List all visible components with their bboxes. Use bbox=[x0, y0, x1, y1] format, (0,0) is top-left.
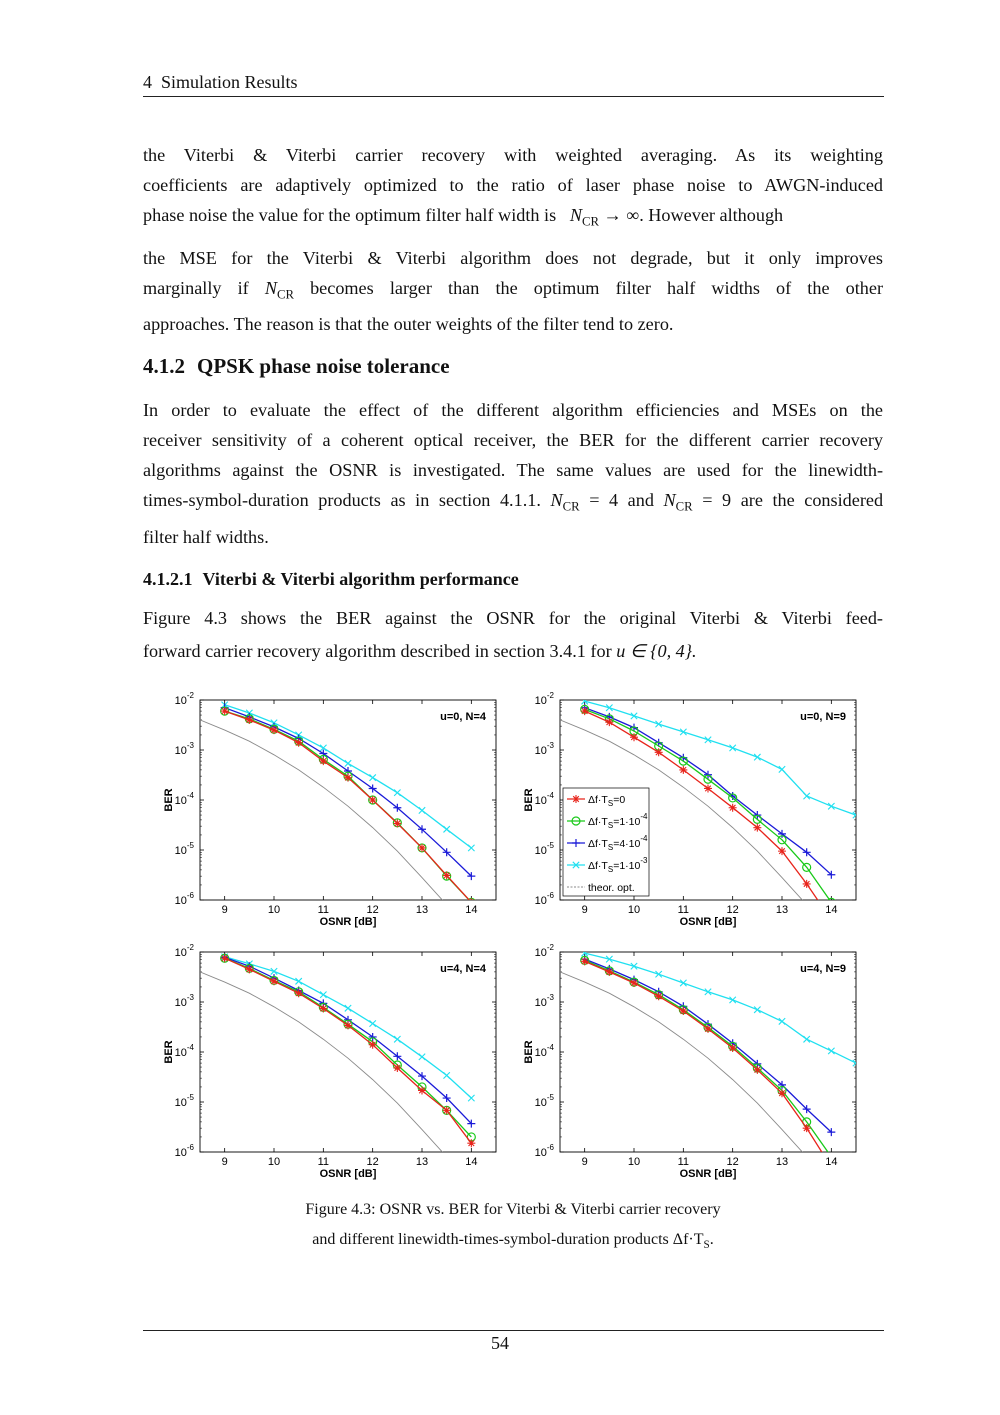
p2-line-1: In order to evaluate the effect of the different algorithm efficiencies and MSEs on the bbox=[143, 400, 883, 420]
legend-label bbox=[588, 882, 635, 894]
legend-subscript: S bbox=[607, 843, 614, 852]
p1-line-2: coefficients are adaptively optimized to the ratio of laser phase noise to AWGN-induced bbox=[143, 175, 883, 195]
y-axis-label: BER bbox=[523, 1040, 535, 1064]
paragraph-2 bbox=[143, 395, 883, 552]
y-tick-label: $10^{-5}$ bbox=[174, 1093, 194, 1109]
caption-line-2-text: and different linewidth-times-symbol-duration products Δf·T bbox=[312, 1231, 704, 1248]
caption-line-2-sub: S bbox=[703, 1239, 710, 1252]
caption-line-2 bbox=[143, 1225, 883, 1260]
x-tick-label: 12 bbox=[726, 1156, 739, 1168]
caption-line-1: Figure 4.3: OSNR vs. BER for Viterbi & Viterbi carrier recovery bbox=[305, 1201, 721, 1218]
page-number: 54 bbox=[491, 1333, 509, 1353]
y-tick-label: $10^{-6}$ bbox=[534, 891, 554, 907]
p2-line-4-b: = 4 and bbox=[589, 490, 654, 510]
y-tick-exponent: -3 bbox=[546, 741, 554, 750]
x-tick-label: 12 bbox=[366, 1156, 379, 1168]
y-tick-exponent: -4 bbox=[186, 1043, 194, 1052]
legend-text: theor. opt. bbox=[588, 882, 635, 894]
y-tick-exponent: -5 bbox=[186, 1093, 194, 1102]
figure-caption bbox=[143, 1195, 883, 1260]
x-tick-label: 13 bbox=[775, 1156, 789, 1168]
y-axis-label: BER bbox=[163, 788, 175, 812]
data-point bbox=[270, 977, 278, 985]
data-point bbox=[704, 784, 712, 792]
x-tick-label: 9 bbox=[581, 1156, 588, 1168]
p2-line-5: filter half widths. bbox=[143, 526, 269, 547]
legend-marker bbox=[572, 795, 580, 803]
subsection-number: 4.1.2.1 bbox=[143, 569, 193, 589]
x-axis-label: OSNR [dB] bbox=[319, 1168, 377, 1180]
section-number: 4.1.2 bbox=[143, 354, 185, 378]
y-tick-label: $10^{-6}$ bbox=[174, 891, 194, 907]
legend-text: Δf·T bbox=[588, 794, 608, 806]
plot-frame bbox=[560, 952, 856, 1152]
ncr-symbol-3: N bbox=[550, 490, 563, 510]
y-tick-exponent: -6 bbox=[186, 891, 194, 900]
p1-line-3-math bbox=[561, 205, 640, 229]
p1-line-5-end: becomes larger than the optimum filter half widths of the other bbox=[310, 277, 884, 298]
data-point bbox=[753, 824, 761, 832]
legend-text: =1·10 bbox=[613, 860, 641, 872]
data-point bbox=[778, 847, 786, 855]
p2-line-3: algorithms against the OSNR is investigated. The same values are used for the linewidth- bbox=[143, 460, 883, 480]
panel-title: u=0, N=9 bbox=[800, 711, 846, 723]
y-tick-label: $10^{-3}$ bbox=[534, 741, 554, 757]
ncr-symbol-2: N bbox=[264, 277, 277, 298]
y-tick-exponent: -5 bbox=[546, 1093, 554, 1102]
running-header bbox=[143, 72, 884, 97]
y-tick-exponent: -6 bbox=[186, 1143, 194, 1152]
y-tick-exponent: -3 bbox=[186, 993, 194, 1002]
plot-frame bbox=[200, 952, 496, 1152]
ncr-symbol-4: N bbox=[663, 490, 676, 510]
ncr-symbol: N bbox=[569, 205, 582, 225]
p1-line-5-start: marginally if bbox=[143, 277, 249, 298]
y-tick-exponent: -6 bbox=[546, 891, 554, 900]
ncr-subscript-2: CR bbox=[276, 287, 294, 302]
subsection-title: Viterbi & Viterbi algorithm performance bbox=[202, 569, 519, 589]
y-tick-label: $10^{-5}$ bbox=[534, 841, 554, 857]
x-tick-label: 11 bbox=[677, 1156, 690, 1168]
x-tick-label: 9 bbox=[221, 904, 228, 916]
y-tick-label: $10^{-4}$ bbox=[174, 1043, 194, 1059]
header-title: 4 Simulation Results bbox=[143, 72, 298, 92]
subsection-heading bbox=[143, 569, 519, 590]
x-tick-label: 9 bbox=[581, 904, 588, 916]
y-axis-label: BER bbox=[163, 1040, 175, 1064]
x-tick-label: 13 bbox=[775, 904, 789, 916]
legend-text: =4·10 bbox=[613, 838, 641, 850]
ncr-subscript: CR bbox=[581, 214, 599, 229]
data-point bbox=[270, 726, 278, 734]
y-tick-exponent: -4 bbox=[186, 791, 194, 800]
x-tick-label: 10 bbox=[267, 904, 281, 916]
x-tick-label: 13 bbox=[415, 904, 429, 916]
footer-rule bbox=[143, 1330, 884, 1331]
ber-chart-grid bbox=[150, 690, 870, 1190]
p1-line-3 bbox=[143, 200, 883, 237]
y-tick-exponent: -3 bbox=[546, 993, 554, 1002]
y-tick-label: $10^{-3}$ bbox=[174, 993, 194, 1009]
p2-line-4 bbox=[143, 485, 883, 522]
y-tick-label: $10^{-2}$ bbox=[174, 691, 194, 707]
legend-exponent: -4 bbox=[640, 812, 648, 821]
x-tick-label: 14 bbox=[825, 1156, 838, 1168]
y-tick-label: $10^{-4}$ bbox=[534, 1043, 554, 1059]
ncr-subscript-4: CR bbox=[675, 499, 693, 514]
y-tick-label: $10^{-4}$ bbox=[534, 791, 554, 807]
x-tick-label: 14 bbox=[465, 904, 478, 916]
y-tick-label: $10^{-5}$ bbox=[534, 1093, 554, 1109]
x-tick-label: 14 bbox=[465, 1156, 478, 1168]
y-tick-label: $10^{-2}$ bbox=[534, 691, 554, 707]
p1-line-6: approaches. The reason is that the outer weights of the filter tend to zero. bbox=[143, 314, 674, 335]
legend-text: =1·10 bbox=[613, 816, 641, 828]
legend-label bbox=[588, 794, 625, 808]
x-tick-label: 11 bbox=[677, 904, 690, 916]
data-point bbox=[369, 796, 377, 804]
y-tick-exponent: -5 bbox=[546, 841, 554, 850]
p3-line-2-text: forward carrier recovery algorithm described in section 3.4.1 for bbox=[143, 641, 612, 661]
paragraph-3 bbox=[143, 603, 883, 666]
legend-text: Δf·T bbox=[588, 860, 608, 872]
data-point bbox=[418, 844, 426, 852]
data-point bbox=[655, 748, 663, 756]
p2-line-4-c: = 9 are the considered bbox=[702, 490, 884, 510]
p2-line-4-a: times-symbol-duration products as in section 4.1.1. bbox=[143, 490, 541, 510]
x-tick-label: 14 bbox=[825, 904, 838, 916]
y-tick-exponent: -2 bbox=[186, 691, 194, 700]
y-tick-exponent: -2 bbox=[546, 943, 554, 952]
ncr-subscript-3: CR bbox=[562, 499, 580, 514]
p1-line-3-end: . However although bbox=[639, 205, 784, 225]
paragraph-1 bbox=[143, 140, 883, 339]
y-tick-label: $10^{-3}$ bbox=[174, 741, 194, 757]
y-tick-exponent: -2 bbox=[546, 691, 554, 700]
data-point bbox=[803, 880, 811, 888]
legend-subscript: S bbox=[607, 799, 614, 808]
plot-frame bbox=[200, 700, 496, 900]
panel-title: u=0, N=4 bbox=[440, 711, 486, 723]
p3-line-1: Figure 4.3 shows the BER against the OSNR for the original Viterbi & Viterbi feed- bbox=[143, 608, 883, 628]
y-tick-exponent: -4 bbox=[546, 791, 554, 800]
legend-exponent: -3 bbox=[640, 856, 648, 865]
x-tick-label: 12 bbox=[366, 904, 379, 916]
p1-line-1: the Viterbi & Viterbi carrier recovery with weighted averaging. As its weighting bbox=[143, 145, 883, 165]
section-title: QPSK phase noise tolerance bbox=[197, 354, 450, 378]
legend-text: Δf·T bbox=[588, 816, 608, 828]
y-tick-label: $10^{-6}$ bbox=[174, 1143, 194, 1159]
y-tick-label: $10^{-5}$ bbox=[174, 841, 194, 857]
x-tick-label: 10 bbox=[627, 1156, 641, 1168]
x-tick-label: 11 bbox=[317, 904, 330, 916]
y-tick-exponent: -3 bbox=[186, 741, 194, 750]
legend-text: =0 bbox=[613, 794, 626, 806]
data-point bbox=[827, 916, 835, 924]
y-tick-exponent: -5 bbox=[186, 841, 194, 850]
p2-line-2: receiver sensitivity of a coherent optical receiver, the BER for the different carrier recovery bbox=[143, 430, 883, 450]
y-tick-label: $10^{-2}$ bbox=[534, 943, 554, 959]
x-tick-label: 11 bbox=[317, 1156, 330, 1168]
x-tick-label: 13 bbox=[415, 1156, 429, 1168]
data-point bbox=[344, 774, 352, 782]
x-tick-label: 9 bbox=[221, 1156, 228, 1168]
set-notation: u ∈ {0, 4}. bbox=[616, 641, 697, 661]
data-point bbox=[679, 1007, 687, 1015]
y-tick-exponent: -4 bbox=[546, 1043, 554, 1052]
p1-line-5 bbox=[143, 273, 883, 310]
panel-title: u=4, N=9 bbox=[800, 963, 846, 975]
y-tick-label: $10^{-2}$ bbox=[174, 943, 194, 959]
panel-title: u=4, N=4 bbox=[440, 963, 486, 975]
y-tick-label: $10^{-6}$ bbox=[534, 1143, 554, 1159]
y-tick-exponent: -2 bbox=[186, 943, 194, 952]
figure-4-3 bbox=[150, 690, 870, 1190]
x-axis-label: OSNR [dB] bbox=[679, 1168, 737, 1180]
x-tick-label: 12 bbox=[726, 904, 739, 916]
section-heading bbox=[143, 354, 450, 379]
legend-text: Δf·T bbox=[588, 838, 608, 850]
x-tick-label: 10 bbox=[627, 904, 641, 916]
legend-subscript: S bbox=[607, 865, 614, 874]
p1-line-4: the MSE for the Viterbi & Viterbi algorithm does not degrade, but it only improves bbox=[143, 247, 883, 268]
y-tick-label: $10^{-4}$ bbox=[174, 791, 194, 807]
x-axis-label: OSNR [dB] bbox=[679, 916, 737, 928]
x-tick-label: 10 bbox=[267, 1156, 281, 1168]
p1-line-3-text: phase noise the value for the optimum filter half width is bbox=[143, 205, 557, 225]
y-axis-label: BER bbox=[523, 788, 535, 812]
arrow-infinity: → ∞ bbox=[603, 205, 640, 225]
y-tick-label: $10^{-3}$ bbox=[534, 993, 554, 1009]
legend-subscript: S bbox=[607, 821, 614, 830]
x-axis-label: OSNR [dB] bbox=[319, 916, 377, 928]
legend-exponent: -4 bbox=[640, 834, 648, 843]
caption-line-2-end: . bbox=[709, 1231, 714, 1248]
p3-line-2 bbox=[143, 636, 883, 666]
data-point bbox=[630, 979, 638, 987]
y-tick-exponent: -6 bbox=[546, 1143, 554, 1152]
